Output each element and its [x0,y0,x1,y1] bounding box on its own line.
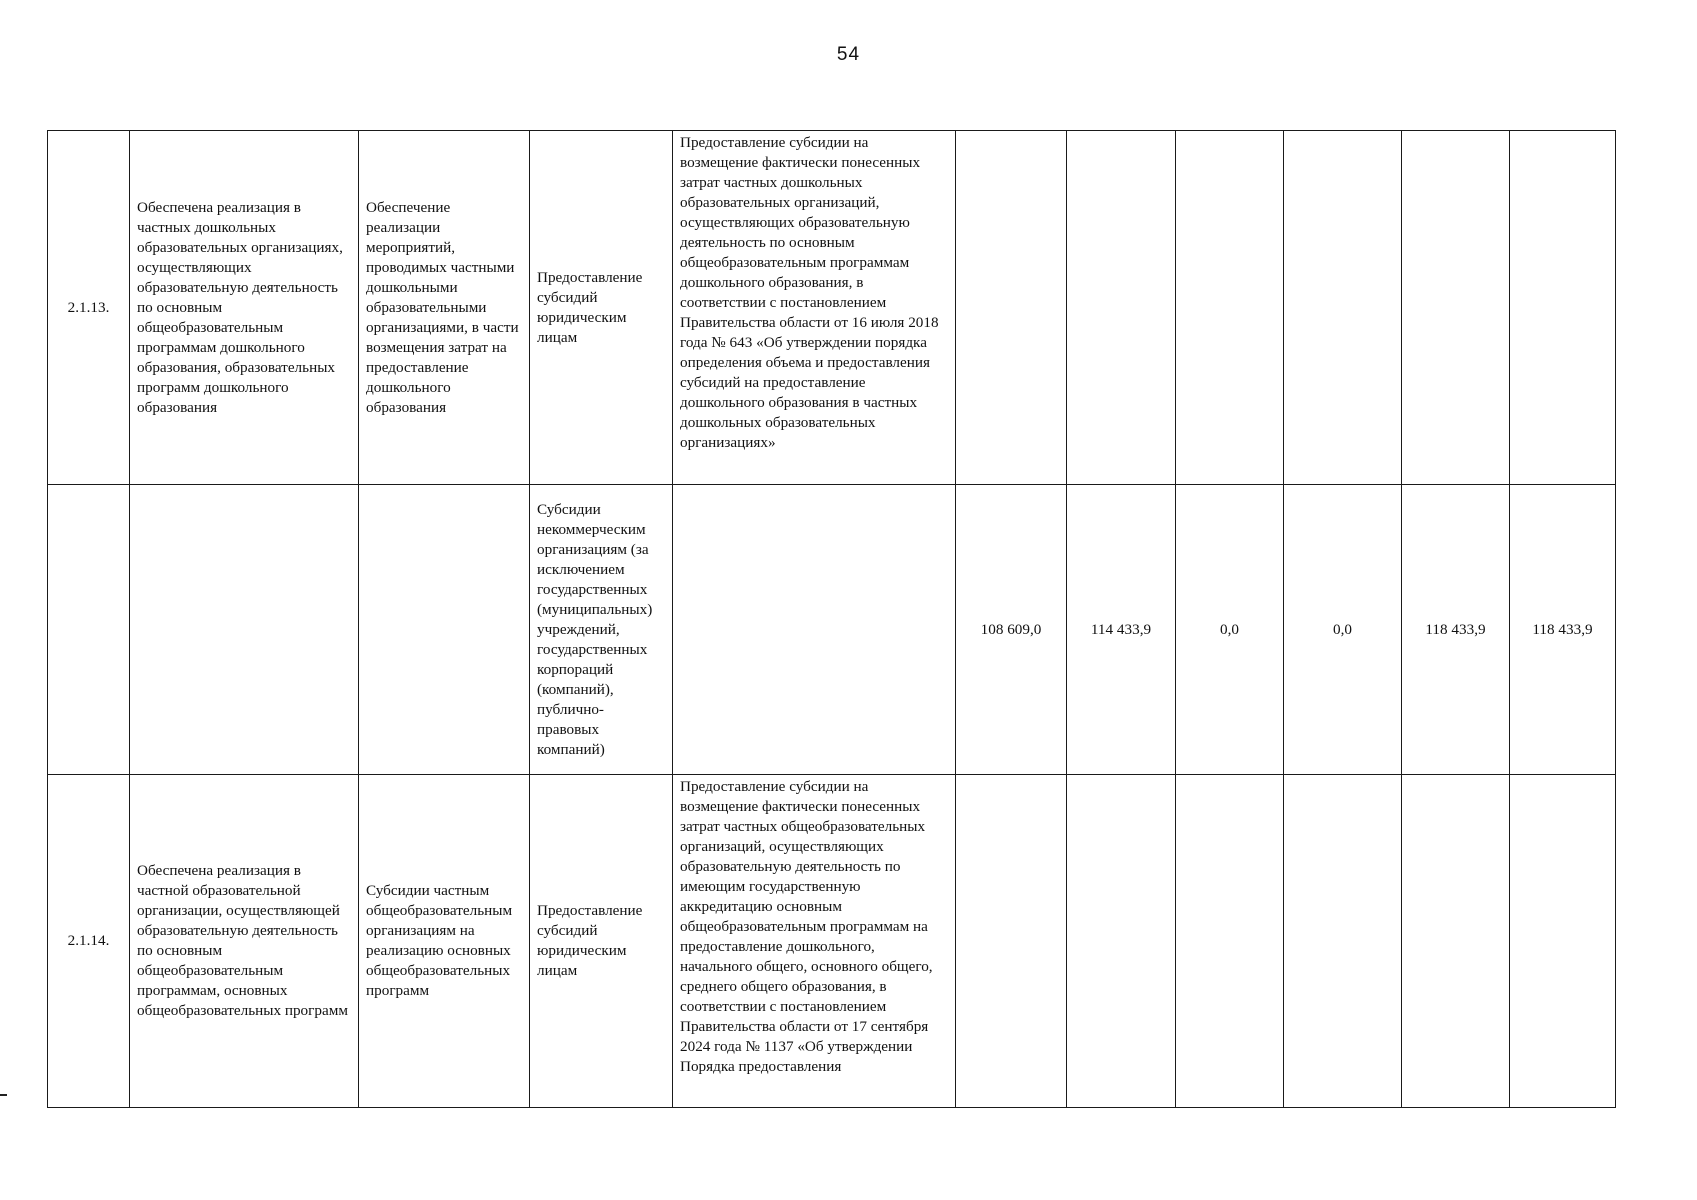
table-row [48,775,1616,1108]
description-cell [673,485,956,775]
row-number: 2.1.14. [48,775,130,1108]
page-number: 54 [836,44,861,65]
value-cell [1176,131,1284,485]
activity-cell [359,485,530,775]
value-cell [1284,775,1402,1108]
value-cell: 0,0 [1176,485,1284,775]
value-cell [956,775,1067,1108]
activity-cell: Субсидии частным общеобразовательным организациям на реализацию основных общеобразовательных программ [359,775,530,1108]
value-cell [1284,131,1402,485]
description-cell: Предоставление субсидии на возмещение фактически понесенных затрат частных дошкольных образовательных организаций, осуществляющих образовательную деятельность по основным общеобразовательным программам дошкольного образования, в соответствии с постановлением Правительства области от 16 июля 2018 года № 643 «Об утверждении порядка определения объема и предоставления субсидий на предоставление дошкольного образования в частных дошкольных образовательных организациях» [673,131,956,485]
value-cell: 114 433,9 [1067,485,1176,775]
value-cell [1402,775,1510,1108]
activity-cell: Обеспечение реализации мероприятий, проводимых частными дошкольными образовательными организациями, в части возмещения затрат на предоставление дошкольного образования [359,131,530,485]
support-form-cell: Субсидии некоммерческим организациям (за исключением государственных (муниципальных) учреждений, государственных корпораций (компаний), публично-правовых компаний) [530,485,673,775]
scan-edge-mark [0,1094,7,1096]
value-cell: 108 609,0 [956,485,1067,775]
support-form-cell: Предоставление субсидий юридическим лицам [530,775,673,1108]
program-measures-table [47,130,1616,1108]
table-row [48,131,1616,485]
value-cell [1067,131,1176,485]
value-cell [1067,775,1176,1108]
value-cell: 118 433,9 [1402,485,1510,775]
row-number [48,485,130,775]
value-cell [1176,775,1284,1108]
row-number: 2.1.13. [48,131,130,485]
value-cell: 118 433,9 [1510,485,1616,775]
description-cell: Предоставление субсидии на возмещение фактически понесенных затрат частных общеобразовательных организаций, осуществляющих образовательную деятельность по имеющим государственную аккредитацию основным общеобразовательным программам на предоставление дошкольного, начального общего, основного общего, среднего общего образования, в соответствии с постановлением Правительства области от 17 сентября 2024 года № 1137 «Об утверждении Порядка предоставления [673,775,956,1108]
expected-result-cell: Обеспечена реализация в частной образовательной организации, осуществляющей образовательную деятельность по основным общеобразовательным программам, основных общеобразовательных программ [130,775,359,1108]
value-cell [1510,131,1616,485]
expected-result-cell [130,485,359,775]
value-cell: 0,0 [1284,485,1402,775]
value-cell [1510,775,1616,1108]
value-cell [956,131,1067,485]
table-row [48,485,1616,775]
expected-result-cell: Обеспечена реализация в частных дошкольных образовательных организациях, осуществляющих образовательную деятельность по основным общеобразовательным программам дошкольного образования, образовательных программ дошкольного образования [130,131,359,485]
value-cell [1402,131,1510,485]
support-form-cell: Предоставление субсидий юридическим лицам [530,131,673,485]
